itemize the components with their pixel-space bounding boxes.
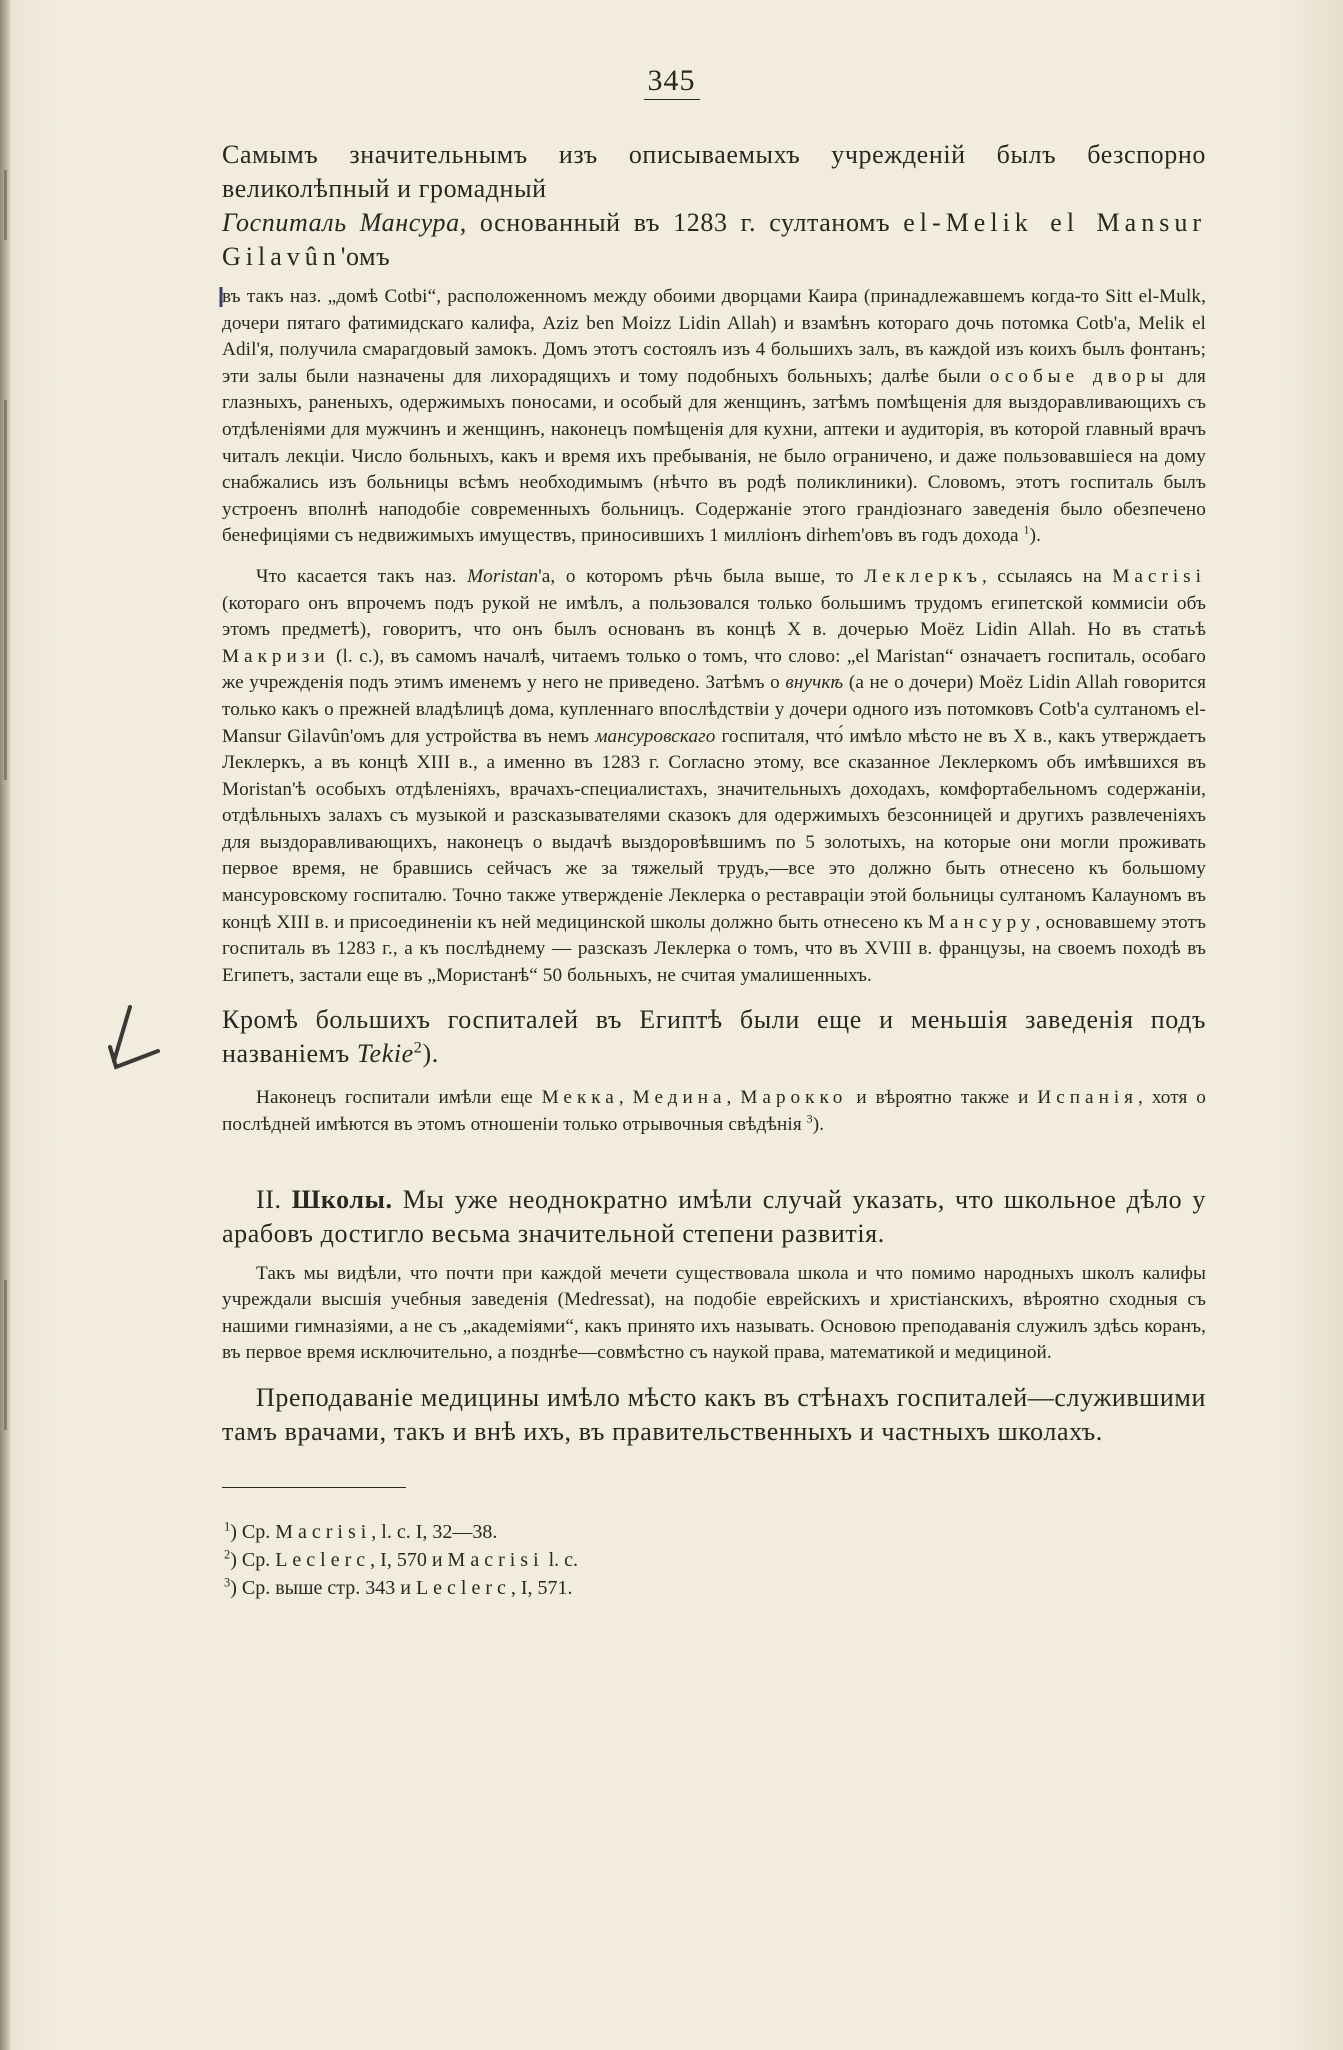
binding-shadow [0,0,10,2050]
page-number: 345 [0,64,1343,98]
footnote: $^1$) Ср. Macrisi, l. c. I, 32—38. [224,1519,498,1543]
footnote-divider [222,1487,406,1488]
intro-line: Самымъ значительнымъ изъ описываемыхъ учрежденій былъ безспорно великолѣпный и громадный Госпиталь Мансура, основанный въ 1283 г. султаномъ el-Melik el Mansur Gilavûn'омъ [222,140,1206,271]
pencil-check-icon [100,1003,160,1073]
margin-mark [4,400,7,780]
section-schools: II. Школы. Мы уже неоднократно имѣли случай указать, что школьное дѣло у арабовъ достигло весьма значительной степени развитія. [222,1184,1206,1248]
section-number: II. [256,1184,282,1214]
hospital-title: Госпиталь Мансура, [222,208,467,237]
margin-mark [4,170,7,240]
paragraph-cotbi-house: въ такъ наз. „домѣ Cotbi“, расположенномъ между обоими дворцами Каира (принадлежавшемъ когда-то Sitt el-Mulk, дочери пятаго фатимидскаго калифа, Aziz ben Moizz Lidin Allah) и взамѣнъ котораго дочь потомка Cotb'a, Melik el Adil'я, получила смарагдовый замокъ. Домъ этотъ состоялъ изъ 4 большихъ залъ, въ каждой изъ коихъ былъ фонтанъ; эти залы были назначены для лихорадящихъ и тому подобныхъ больныхъ; далѣе были особые дворы для глазныхъ, раненыхъ, одержимыхъ поносами, и особый для женщинъ, затѣмъ помѣщенія для выздоравливающихъ съ отдѣленіями для мужчинъ и женщинъ, наконецъ помѣщенія для кухни, аптеки и аудиторія, въ которой главный врачъ читалъ лекціи. Число больныхъ, какъ и время ихъ пребыванія, не было ограничено, и даже пользовавшіеся на дому снабжались изъ больницы всѣмъ необходимымъ (нѣчто въ родѣ поликлиники). Словомъ, этотъ госпиталь былъ устроенъ вполнѣ наподобіе современныхъ больницъ. Содержаніе этого грандіознаго заведенія было обезпечено бенефиціями съ недвижимыхъ имуществъ, приносившихъ 1 милліонъ dirhem'овъ въ годъ дохода $^1$). [222,284,1206,550]
sultan-name: el-Melik el Mansur Gilavûn [222,208,1206,271]
ink-mark-icon [214,286,228,308]
paragraph-moristan: Что касается такъ наз. Moristan'a, о которомъ рѣчь была выше, то Леклеркъ, ссылаясь на Macrisi (котораго онъ впрочемъ подъ рукой не имѣлъ, а пользовался только большимъ трудомъ египетской коммисіи объ этомъ предметѣ), говоритъ, что онъ былъ основанъ въ концѣ X в. дочерью Moëz Lidin Allah. Но въ статьѣ Макризи (l. c.), въ самомъ началѣ, читаемъ только о томъ, что слово: „el Maristan“ означаетъ госпиталь, особаго же учрежденія подъ этимъ именемъ у него не приведено. Затѣмъ о внучкѣ (а не о дочери) Moëz Lidin Allah говорится только какъ о прежней владѣлицѣ дома, купленнаго впослѣдствіи у дочери одного изъ потомковъ Cotb'a султаномъ el-Mansur Gilavûn'омъ для устройства въ немъ мансуровскаго госпиталя, что́ имѣло мѣсто не въ X в., какъ утверждаетъ Леклеркъ, а въ концѣ XIII в., а именно въ 1283 г. Согласно этому, все сказанное Леклеркомъ объ имѣвшихся въ Moristan'ѣ особыхъ отдѣленіяхъ, врачахъ-специалистахъ, значительныхъ доходахъ, комфортабельномъ содержаніи, отдѣльныхъ залахъ съ музыкой и разсказывателями сказокъ для одержимыхъ безсонницей и другихъ развлеченіяхъ для выздоравливающихъ, наконецъ о выдачѣ выздоровѣвшимъ по 5 золотыхъ, на которые они могли проживать первое время, не бравшись сейчасъ же за тяжелый трудъ,—все это должно быть отнесено къ большому мансуровскому госпиталю. Точно также утвержденіе Леклерка о реставраціи этой больницы султаномъ Калауномъ въ концѣ XIII в. и присоединеніи къ ней медицинской школы должно быть отнесено къ Мансуру, основавшему этотъ госпиталь въ 1283 г., а къ послѣднему — разсказъ Леклерка о томъ, что въ XVIII в. французы, на своемъ походѣ въ Египетъ, застали еще въ „Мористанѣ“ 50 больныхъ, не считая умалишенныхъ. [222,565,1207,986]
footnote: $^3$) Ср. выше стр. 343 и Leclerc, I, 571. [224,1575,573,1599]
footnotes [224,1518,1206,1602]
page-body [222,138,1206,1602]
paragraph-tekie: Кромѣ большихъ госпиталей въ Египтѣ были еще и меньшія заведенія подъ названіемъ Tekie$^2$). [222,1003,1206,1071]
paragraph-teaching: Преподаваніе медицины имѣло мѣсто какъ въ стѣнахъ госпиталей—служившими тамъ врачами, такъ и внѣ ихъ, въ правительственныхъ и частныхъ школахъ. [222,1383,1206,1446]
paragraph-other-hospitals: Наконецъ госпитали имѣли еще Мекка, Медина, Марокко и вѣроятно также и Испанія, хотя о послѣдней имѣются въ этомъ отношеніи только отрывочныя свѣдѣнія $^3$). [222,1087,1206,1136]
margin-mark [4,1280,7,1430]
paragraph-medressat: Такъ мы видѣли, что почти при каждой мечети существовала школа и что помимо народныхъ школъ калифы учреждали высшія учебныя заведенія (Medressat), на подобіе еврейскихъ и христіанскихъ, вѣроятно сходныя съ нашими гимназіями, а не съ „академіями“, какъ принято ихъ называть. Основою преподаванія служилъ здѣсь коранъ, въ первое время исключительно, а позднѣе—совмѣстно съ наукой права, математикой и медициной. [222,1262,1206,1364]
footnote: $^2$) Ср. Leclerc, I, 570 и Macrisi l. c. [224,1547,579,1571]
section-title: Школы. [291,1184,393,1214]
